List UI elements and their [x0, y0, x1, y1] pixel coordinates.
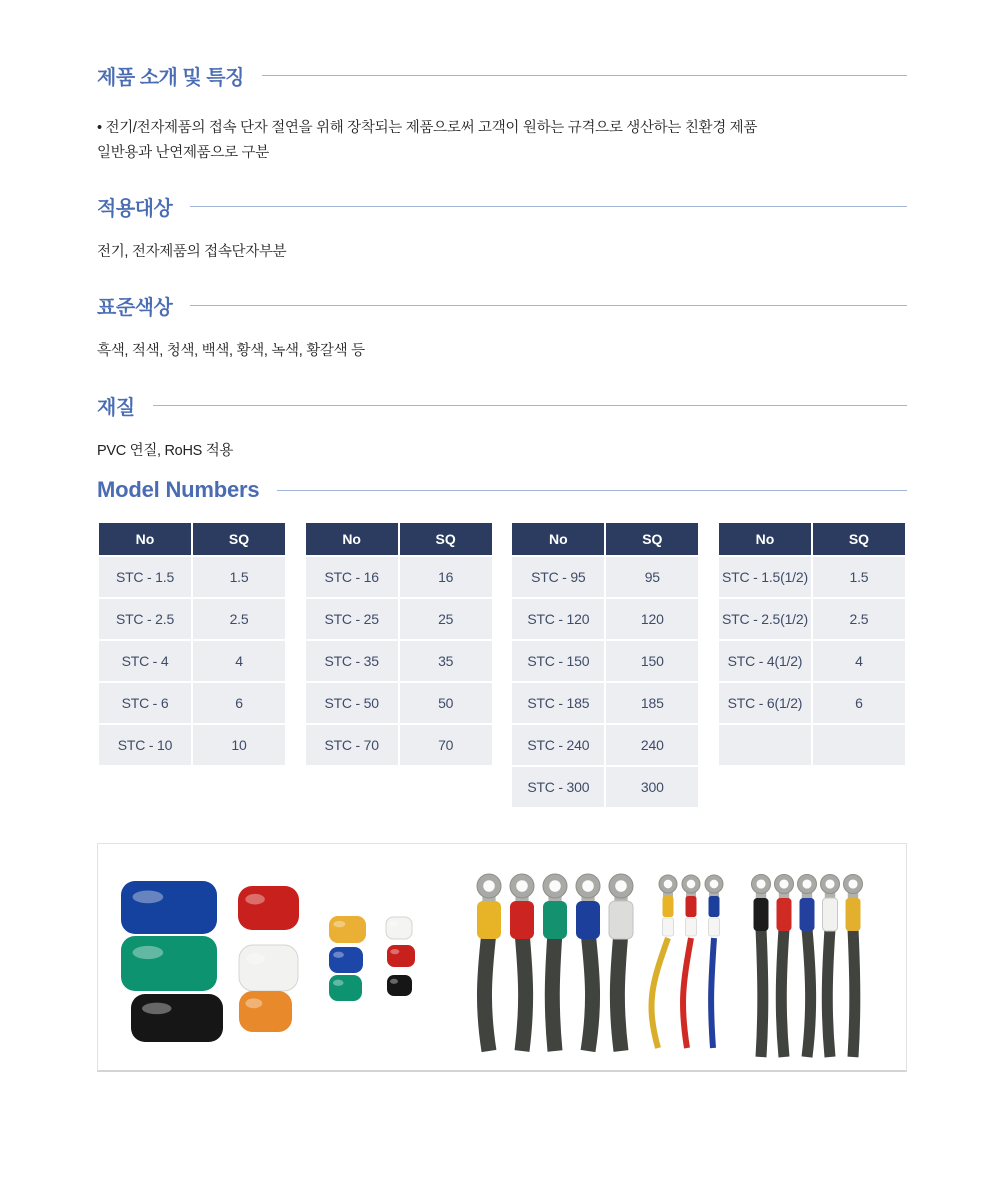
cap-highlight	[333, 980, 344, 986]
large-green-cap	[121, 936, 217, 991]
cap-highlight	[333, 952, 344, 958]
table-header-row	[99, 523, 285, 555]
thick-cable-4	[576, 874, 600, 1051]
table-header-row	[306, 523, 492, 555]
cable	[781, 929, 784, 1057]
small-red-cap	[387, 945, 415, 967]
large-white-cap	[239, 945, 298, 991]
cable	[617, 932, 621, 1051]
cap-body	[387, 945, 415, 967]
section-body	[97, 116, 907, 166]
section-title: 표준색상	[97, 296, 173, 319]
table-cell: STC - 2.5(1/2)	[719, 599, 811, 639]
ring-hole	[825, 879, 834, 888]
cap-highlight	[389, 921, 397, 926]
cable	[827, 929, 830, 1057]
table-row	[512, 557, 698, 597]
cable	[711, 938, 714, 1048]
section-product-intro	[97, 62, 907, 166]
table-cell: STC - 10	[99, 725, 191, 765]
table-row	[99, 641, 285, 681]
cable	[522, 932, 526, 1051]
section-application-target	[97, 193, 907, 265]
section-header	[97, 292, 907, 318]
cap-body	[121, 881, 217, 934]
column-header: No	[512, 523, 604, 555]
small-black-cap	[387, 975, 412, 996]
table-cell: STC - 6	[99, 683, 191, 723]
cap-body	[387, 975, 412, 996]
terminal-sleeve	[576, 901, 600, 939]
terminal-sleeve	[543, 901, 567, 939]
table-cell: 95	[606, 557, 698, 597]
table-cell: STC - 240	[512, 725, 604, 765]
table-cell: 10	[193, 725, 285, 765]
table-cell: STC - 50	[306, 683, 398, 723]
table-cell: STC - 35	[306, 641, 398, 681]
cap-body	[239, 945, 298, 991]
terminal-sleeve	[777, 898, 792, 931]
label-band	[709, 918, 720, 936]
ring-hole	[779, 879, 788, 888]
thick-cable-5	[609, 874, 633, 1051]
table-row	[512, 599, 698, 639]
medium-cable-4	[821, 875, 840, 1058]
cable	[683, 938, 691, 1048]
terminal-sleeve	[510, 901, 534, 939]
table-cell: 1.5	[193, 557, 285, 597]
large-black-cap	[131, 994, 223, 1042]
table-row	[719, 599, 905, 639]
cap-body	[239, 991, 292, 1032]
cap-highlight	[142, 1003, 171, 1015]
model-table-1	[97, 521, 287, 767]
table-cell: STC - 2.5	[99, 599, 191, 639]
section-standard-colors	[97, 292, 907, 364]
body-line: 일반용과 난연제품으로 구분	[97, 145, 269, 161]
cable	[588, 932, 593, 1051]
table-cell: STC - 6(1/2)	[719, 683, 811, 723]
cap-highlight	[245, 894, 265, 905]
table-cell: 4	[193, 641, 285, 681]
product-photo	[98, 844, 906, 1070]
table-row	[512, 641, 698, 681]
cap-body	[121, 936, 217, 991]
table-cell	[813, 725, 905, 765]
section-body	[97, 339, 907, 364]
label-band	[686, 918, 697, 936]
cap-highlight	[390, 979, 398, 984]
section-material	[97, 392, 907, 464]
thin-wire-1	[651, 875, 677, 1048]
small-yellow-cap	[329, 916, 366, 943]
small-white-cap	[386, 917, 412, 939]
table-cell: 150	[606, 641, 698, 681]
ring-hole	[802, 879, 811, 888]
table-cell: 240	[606, 725, 698, 765]
ring-hole	[687, 880, 696, 889]
cap-body	[329, 947, 363, 973]
body-line: • 전기/전자제품의 접속 단자 절연을 위해 장착되는 제품으로써 고객이 원하는 규격으로 생산하는 친환경 제품	[97, 120, 758, 136]
medium-cable-3	[798, 875, 817, 1058]
table-cell: 6	[813, 683, 905, 723]
column-header: No	[99, 523, 191, 555]
cap-body	[131, 994, 223, 1042]
table-row	[99, 599, 285, 639]
body-line: PVC 연질, RoHS 적용	[97, 443, 234, 459]
model-number-tables	[97, 521, 907, 809]
thin-wire-3	[705, 875, 723, 1048]
table-row	[99, 683, 285, 723]
ring-hole	[615, 880, 627, 892]
table-cell: STC - 16	[306, 557, 398, 597]
cable	[552, 932, 555, 1051]
table-cell: STC - 185	[512, 683, 604, 723]
table-row	[306, 599, 492, 639]
terminal-sleeve	[800, 898, 815, 931]
table-cell: 6	[193, 683, 285, 723]
table-row	[306, 641, 492, 681]
cap-highlight	[133, 891, 164, 904]
table-row	[306, 557, 492, 597]
section-header	[97, 193, 907, 219]
thick-cable-2	[510, 874, 534, 1051]
table-cell: 2.5	[193, 599, 285, 639]
table-row	[719, 725, 905, 765]
label-band	[663, 918, 674, 936]
table-cell: STC - 25	[306, 599, 398, 639]
thick-cable-1	[477, 874, 501, 1051]
product-photo-box	[97, 843, 907, 1072]
cap-highlight	[333, 921, 345, 927]
terminal-sleeve	[823, 898, 838, 931]
section-title: 재질	[97, 396, 135, 419]
thin-wire-2	[682, 875, 700, 1048]
cable	[853, 929, 855, 1057]
table-cell: 4	[813, 641, 905, 681]
ring-hole	[582, 880, 594, 892]
ring-hole	[483, 880, 495, 892]
section-header	[97, 477, 907, 503]
table-cell: 120	[606, 599, 698, 639]
terminal-sleeve	[609, 901, 633, 939]
ring-hole	[756, 879, 765, 888]
section-body	[97, 439, 907, 464]
section-title: 제품 소개 및 특징	[97, 66, 244, 89]
table-cell: STC - 1.5(1/2)	[719, 557, 811, 597]
column-header: No	[719, 523, 811, 555]
table-header-row	[719, 523, 905, 555]
cap-highlight	[246, 953, 265, 964]
column-header: No	[306, 523, 398, 555]
body-line: 흑색, 적색, 청색, 백색, 황색, 녹색, 황갈색 등	[97, 343, 365, 359]
section-header	[97, 62, 907, 88]
cap-highlight	[133, 946, 164, 959]
table-row	[719, 557, 905, 597]
ring-hole	[710, 880, 719, 889]
cable	[651, 938, 668, 1048]
medium-cable-5	[844, 875, 863, 1058]
model-table-4	[717, 521, 907, 767]
product-info-page	[97, 62, 907, 1072]
table-cell: 1.5	[813, 557, 905, 597]
section-model-numbers	[97, 477, 907, 503]
cap-body	[329, 975, 362, 1001]
cable	[761, 929, 763, 1057]
medium-cable-2	[775, 875, 794, 1058]
terminal-sleeve	[846, 898, 861, 931]
table-row	[719, 683, 905, 723]
section-divider-line	[153, 405, 907, 406]
table-row	[306, 683, 492, 723]
column-header: SQ	[606, 523, 698, 555]
table-cell: STC - 120	[512, 599, 604, 639]
table-cell: 300	[606, 767, 698, 807]
terminal-sleeve	[477, 901, 501, 939]
ring-hole	[664, 880, 673, 889]
table-row	[99, 557, 285, 597]
cable	[807, 929, 811, 1057]
terminal-sleeve	[709, 896, 720, 917]
large-red-cap	[238, 886, 299, 930]
model-table-3	[510, 521, 700, 809]
ring-hole	[516, 880, 528, 892]
small-green-cap	[329, 975, 362, 1001]
table-cell: STC - 95	[512, 557, 604, 597]
model-table-2	[304, 521, 494, 767]
table-header-row	[512, 523, 698, 555]
table-row	[719, 641, 905, 681]
cap-body	[238, 886, 299, 930]
table-cell: 35	[400, 641, 492, 681]
cap-highlight	[390, 949, 399, 954]
terminal-sleeve	[754, 898, 769, 931]
table-cell: STC - 150	[512, 641, 604, 681]
cable	[484, 932, 489, 1051]
table-cell: STC - 4(1/2)	[719, 641, 811, 681]
table-row	[512, 725, 698, 765]
medium-cable-1	[752, 875, 771, 1058]
cap-body	[386, 917, 412, 939]
table-cell: 70	[400, 725, 492, 765]
table-row	[306, 725, 492, 765]
small-blue-cap	[329, 947, 363, 973]
table-cell	[719, 725, 811, 765]
table-cell: STC - 300	[512, 767, 604, 807]
section-title: Model Numbers	[97, 477, 260, 502]
section-divider-line	[190, 206, 907, 207]
large-orange-cap	[239, 991, 292, 1032]
terminal-sleeve	[663, 896, 674, 917]
section-body	[97, 240, 907, 265]
table-row	[512, 683, 698, 723]
table-cell: 2.5	[813, 599, 905, 639]
column-header: SQ	[813, 523, 905, 555]
table-cell: STC - 70	[306, 725, 398, 765]
table-cell: 50	[400, 683, 492, 723]
ring-hole	[848, 879, 857, 888]
section-divider-line	[277, 490, 907, 491]
table-cell: 16	[400, 557, 492, 597]
column-header: SQ	[400, 523, 492, 555]
terminal-sleeve	[686, 896, 697, 917]
table-cell: STC - 1.5	[99, 557, 191, 597]
table-row	[99, 725, 285, 765]
large-blue-cap	[121, 881, 217, 934]
cap-body	[329, 916, 366, 943]
table-cell: 185	[606, 683, 698, 723]
column-header: SQ	[193, 523, 285, 555]
cap-highlight	[245, 998, 262, 1008]
table-row	[512, 767, 698, 807]
ring-hole	[549, 880, 561, 892]
section-divider-line	[190, 305, 907, 306]
thick-cable-3	[543, 874, 567, 1051]
section-title: 적용대상	[97, 197, 173, 220]
table-cell: STC - 4	[99, 641, 191, 681]
section-header	[97, 392, 907, 418]
section-divider-line	[262, 75, 907, 76]
table-cell: 25	[400, 599, 492, 639]
body-line: 전기, 전자제품의 접속단자부분	[97, 244, 287, 260]
